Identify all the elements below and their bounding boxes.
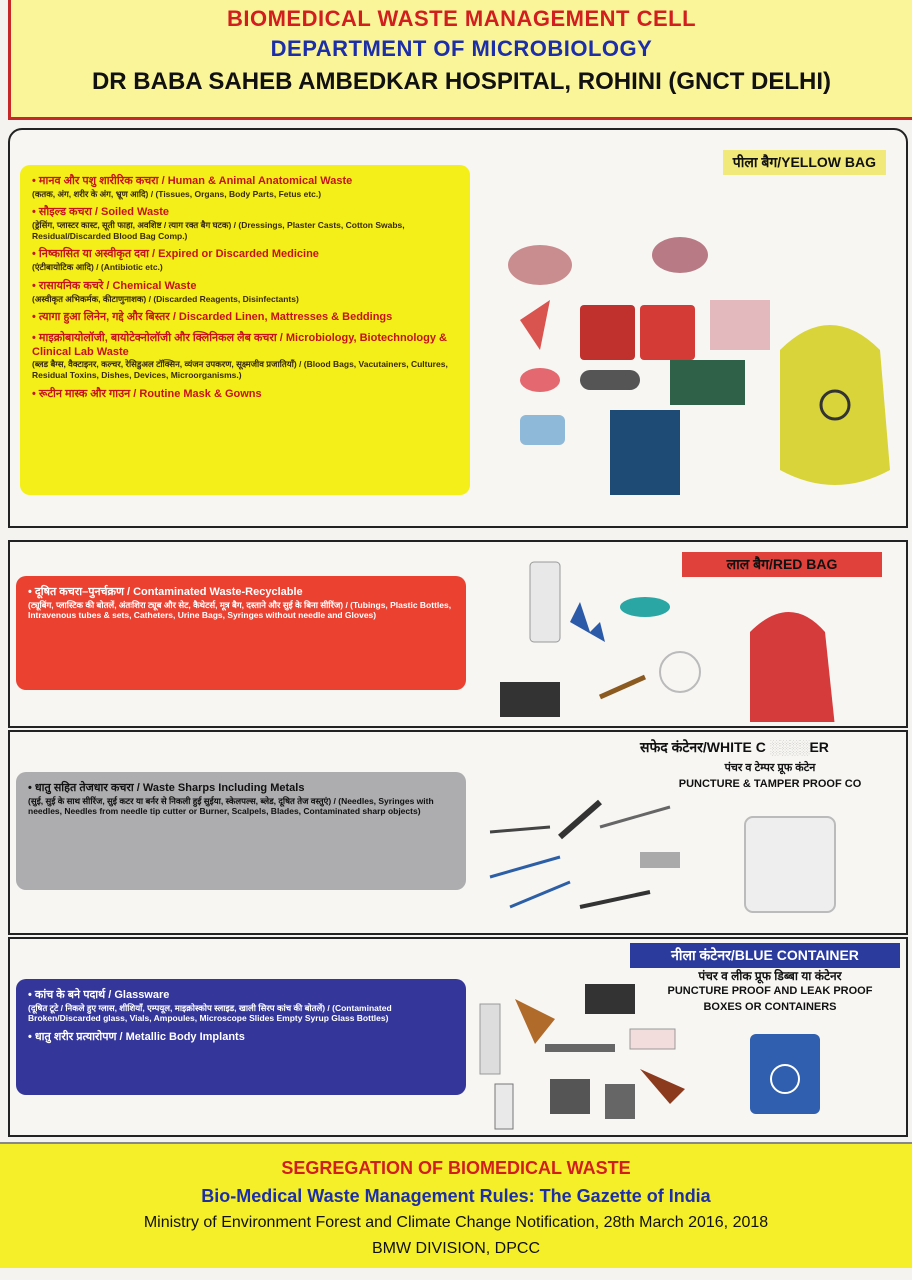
footer-banner <box>0 1142 912 1268</box>
list-item: • रूटीन मास्क और गाउन / Routine Mask & Gowns <box>32 387 262 400</box>
microscope-slide-icon <box>630 1029 675 1049</box>
tissue-icon <box>520 300 550 350</box>
header-title-cell: BIOMEDICAL WASTE MANAGEMENT CELL <box>226 6 697 31</box>
syringe-with-needle-icon <box>510 882 570 907</box>
item-desc: (दूषित टूटे / निकले हुए ग्लास, शीशियाँ, एम्पयूल, माइक्रोस्कोप स्लाइड, खाली सिरप कांच की बोतलें) / (Contaminated Broken/Discarded glass, Vials, Ampoules, Microscope Slides Empty Syrup Glass Bottles) <box>28 1002 392 1024</box>
header-hospital: DR BABA SAHEB AMBEDKAR HOSPITAL, ROHINI (GNCT DELHI) <box>91 68 832 95</box>
vial-icon <box>495 1084 513 1129</box>
list-item: • माइक्रोबायोलॉजी, बायोटेक्नोलॉजी और क्लिनिकल लैब कचरा / Microbiology, Biotechnology & Clinical Lab Waste (ब्लड बैग्स, वैक्टाइनर, कल्चर, रेसिडुअल टॉक्सिन, व्यंजन उपकरण, सूक्ष्मजीव प्रजातियाँ) / (Blood Bags, Vacutainers, Cultures, Residual Toxins, Dishes, Devices, Microorganisms.) <box>32 332 458 381</box>
white-waste-illustration <box>480 797 905 932</box>
blue-sub-hindi: पंचर व लीक प्रूफ डिब्बा या कंटेनर <box>698 969 842 983</box>
item-desc: (ब्लड बैग्स, वैक्टाइनर, कल्चर, रेसिडुअल टॉक्सिन, व्यंजन उपकरण, सूक्ष्मजीव प्रजातियाँ) / (Blood Bags, Vacutainers, Cultures, Residual Toxins, Dishes, Devices, Microorganisms.) <box>32 359 448 380</box>
footer-division: BMW DIVISION, DPCC <box>371 1240 540 1257</box>
glass-bottle-icon <box>480 1004 500 1074</box>
implant-icon <box>605 1084 635 1119</box>
vacutainer-icon <box>580 370 640 390</box>
item-title: कांच के बने पदार्थ / Glassware <box>34 989 170 1001</box>
item-desc: (कतक, अंग, शरीर के अंग, भ्रूण आदि) / (Tissues, Organs, Body Parts, Fetus etc.) <box>32 188 322 199</box>
implant-icon <box>550 1079 590 1114</box>
blood-bag-icon <box>640 305 695 360</box>
list-item: • मानव और पशु शारीरिक कचरा / Human & Animal Anatomical Waste (कतक, अंग, शरीर के अंग, भ्रूण आदि) / (Tissues, Organs, Body Parts, Fetus etc.) <box>32 175 458 199</box>
organ-icon <box>508 245 572 285</box>
item-desc: (ट्यूबिंग, प्लास्टिक की बोतलें, अंतःशिरा ट्यूब और सेट, कैथेटर्स, मूत्र बैग, दस्ताने और सुई के बिना सीरिंज) / (Tubings, Plastic Bottles, Intravenous tubes & sets, Catheters, Urine Bags, Syringes without needle and Gloves) <box>28 599 452 621</box>
organ-icon <box>652 237 708 273</box>
list-item: • रासायनिक कचरे / Chemical Waste (अस्वीकृत अभिकर्मक, कीटाणुनाशक) / (Discarded Reagents, Disinfectants) <box>32 280 458 304</box>
item-title: धातु शरीर प्रत्यारोपण / Metallic Body Implants <box>34 1031 245 1043</box>
blue-container-section <box>8 937 908 1137</box>
ambu-bag-icon <box>620 597 670 617</box>
broken-glass-icon <box>515 999 555 1044</box>
header-banner <box>8 0 912 120</box>
metal-plate-icon <box>545 1044 615 1052</box>
implant-icon <box>585 984 635 1014</box>
item-title: सौइल्ड कचरा / Soiled Waste <box>38 206 170 219</box>
white-container-panel <box>16 772 466 890</box>
item-title: रासायनिक कचरे / Chemical Waste <box>38 279 197 292</box>
petri-dish-icon <box>520 368 560 392</box>
item-title: धातु सहित तेजधार कचरा / Waste Sharps Including Metals <box>34 782 305 794</box>
ampoule-icon <box>640 1069 685 1104</box>
yellow-bag-icon <box>780 325 890 485</box>
list-item: • धातु सहित तेजधार कचरा / Waste Sharps Including Metals (सुई, सुई के साथ सीरिंज, सुई कटर या बर्नर से निकली हुई सुईया, स्केलपल्स, ब्लेड, दूषित तेज वस्तुएं) / (Needles, Syringes with needles, Needles from needle tip cutter or Burner, Scalpels, Blades, Contaminated sharp objects) <box>28 782 454 817</box>
list-item: • दूषित कचरा–पुनर्चक्रण / Contaminated Waste-Recyclable (ट्यूबिंग, प्लास्टिक की बोतलें, अंतःशिरा ट्यूब और सेट, कैथेटर्स, मूत्र बैग, दस्ताने और सुई के बिना सीरिंज) / (Tubings, Plastic Bottles, Intravenous tubes & sets, Catheters, Urine Bags, Syringes without needle and Gloves) <box>28 586 454 621</box>
red-waste-illustration <box>480 552 905 722</box>
tubing-icon <box>660 652 700 692</box>
razor-icon <box>560 802 600 837</box>
red-bag-icon <box>750 612 835 722</box>
white-container-icon <box>745 817 835 912</box>
yellow-waste-illustration <box>480 210 905 510</box>
list-item: • धातु शरीर प्रत्यारोपण / Metallic Body Implants <box>28 1031 245 1043</box>
red-bag-section <box>8 540 908 728</box>
blue-container-panel <box>16 979 466 1095</box>
list-item: • सौइल्ड कचरा / Soiled Waste (ड्रेसिंग, प्लास्टर कास्ट, सूती फाहा, अवशिष्ट / त्याग रक्त बैग घटक) / (Dressings, Plaster Casts, Cotton Swabs, Residual/Discarded Blood Bag Comp.) <box>32 206 458 241</box>
yellow-bag-panel <box>20 165 470 495</box>
list-item: • कांच के बने पदार्थ / Glassware (दूषित टूटे / निकले हुए ग्लास, शीशियाँ, एम्पयूल, माइक्रोस्कोप स्लाइड, खाली सिरप कांच की बोतलें) / (Contaminated Broken/Discarded glass, Vials, Ampoules, Microscope Slides Empty Syrup Glass Bottles) <box>28 989 454 1024</box>
syringe-with-needle-icon <box>490 857 560 877</box>
red-bag-tag: लाल बैग/RED BAG <box>682 552 882 577</box>
item-title: माइक्रोबायोलॉजी, बायोटेक्नोलॉजी और क्लिनिकल लैब कचरा / Microbiology, Biotechnology & Clinical Lab Waste <box>32 331 447 358</box>
blue-sub-english-1: PUNCTURE PROOF AND LEAK PROOF <box>667 985 873 997</box>
white-container-tag: सफेद कंटेनर/WHITE C ░░░░ER <box>640 739 829 755</box>
blood-bag-icon <box>580 305 635 360</box>
white-container-section <box>8 730 908 935</box>
linen-icon <box>670 360 745 405</box>
header-department: DEPARTMENT OF MICROBIOLOGY <box>270 36 653 61</box>
red-bag-panel <box>16 576 466 690</box>
blue-sub-english-2: BOXES OR CONTAINERS <box>703 1001 837 1013</box>
item-desc: (अस्वीकृत अभिकर्मक, कीटाणुनाशक) / (Discarded Reagents, Disinfectants) <box>32 293 299 304</box>
iv-bottle-icon <box>530 562 560 642</box>
item-title: दूषित कचरा–पुनर्चक्रण / Contaminated Waste-Recyclable <box>34 586 303 598</box>
gown-icon <box>610 410 680 495</box>
item-title: रूटीन मास्क और गाउन / Routine Mask & Gowns <box>38 387 262 400</box>
blue-waste-illustration <box>475 969 905 1134</box>
item-desc: (सुई, सुई के साथ सीरिंज, सुई कटर या बर्नर से निकली हुई सुईया, स्केलपल्स, ब्लेड, दूषित तेज वस्तुएं) / (Needles, Syringes with needles, Needles from needle tip cutter or Burner, Scalpels, Blades, Contaminated sharp objects) <box>28 795 434 817</box>
list-item: • निष्कासित या अस्वीकृत दवा / Expired or Discarded Medicine (एंटीबायोटिक आदि) / (Antibiotic etc.) <box>32 248 458 272</box>
yellow-bag-tag: पीला बैग/YELLOW BAG <box>723 150 886 175</box>
footer-ministry: Ministry of Environment Forest and Climate Change Notification, 28th March 2016, 2018 <box>143 1214 769 1231</box>
dressing-icon <box>710 300 770 350</box>
item-desc: (एंटीबायोटिक आदि) / (Antibiotic etc.) <box>32 262 163 273</box>
scalpel-icon <box>600 807 670 827</box>
syringe-icon <box>600 677 645 697</box>
mask-icon <box>520 415 565 445</box>
list-item: • त्यागा हुआ लिनेन, गद्दे और बिस्तर / Discarded Linen, Mattresses & Beddings <box>32 311 393 324</box>
blue-container-icon <box>750 1034 820 1114</box>
footer-rules: Bio-Medical Waste Management Rules: The Gazette of India <box>201 1186 711 1206</box>
scalpel-icon <box>580 892 650 907</box>
footer-title: SEGREGATION OF BIOMEDICAL WASTE <box>281 1158 631 1178</box>
item-title: निष्कासित या अस्वीकृत दवा / Expired or Discarded Medicine <box>38 248 319 261</box>
item-desc: (ड्रेसिंग, प्लास्टर कास्ट, सूती फाहा, अवशिष्ट / त्याग रक्त बैग घटक) / (Dressings, Plaster Casts, Cotton Swabs, Residual/Discarded Blood Bag Comp.) <box>32 220 405 241</box>
blue-container-tag: नीला कंटेनर/BLUE CONTAINER <box>630 943 900 968</box>
yellow-bag-section <box>8 128 908 528</box>
bp-monitor-icon <box>500 682 560 717</box>
white-sub-hindi: पंचर व टेम्पर प्रूफ कंटेन <box>724 762 816 774</box>
glove-icon <box>570 602 605 642</box>
scalpel-icon <box>490 827 550 832</box>
item-title: त्यागा हुआ लिनेन, गद्दे और बिस्तर / Discarded Linen, Mattresses & Beddings <box>38 311 393 324</box>
white-sub-english: PUNCTURE & TAMPER PROOF CO <box>678 778 862 790</box>
item-title: मानव और पशु शारीरिक कचरा / Human & Animal Anatomical Waste <box>38 175 353 187</box>
blade-icon <box>640 852 680 868</box>
